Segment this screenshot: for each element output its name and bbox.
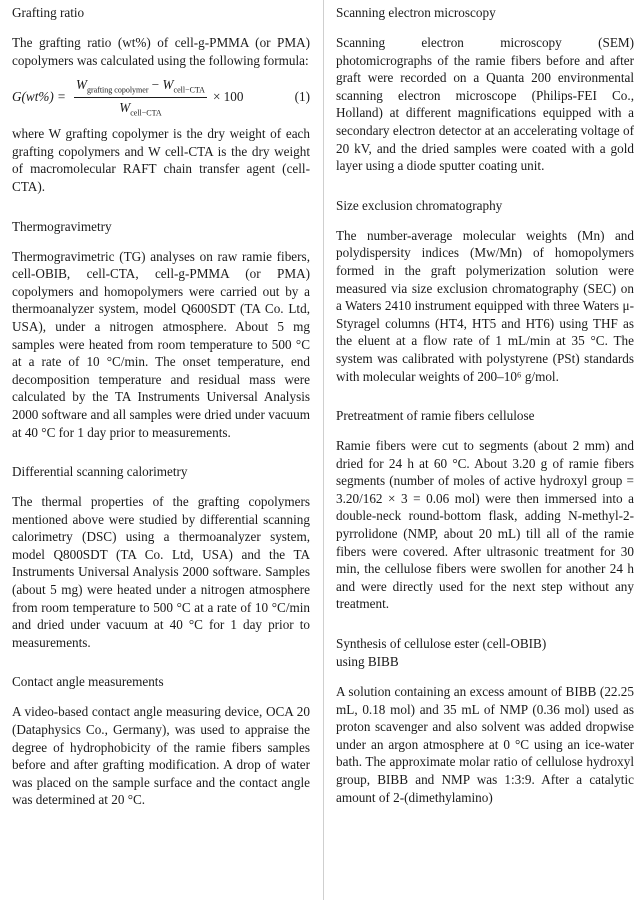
paragraph: The thermal properties of the grafting copolymers mentioned above were studied by differential scanning calorimetry (DSC) using a thermoanalyzer system, model Q800SDT (TA Co. Ltd, USA) and the TA Instruments Universal Analysis 2000 software. Samples (about 5 mg) were heated under a nitrogen atmosphere from room temperature to 500 °C at a rate of 10 °C/min and dried under vacuum at 40 °C for 1 day prior to measurements. [12, 494, 310, 650]
spacer [336, 175, 634, 197]
heading-line: Synthesis of cellulose ester (cell-OBIB) [336, 636, 547, 652]
spacer [336, 613, 634, 635]
section-contact-angle [12, 673, 310, 809]
paragraph: Thermogravimetric (TG) analyses on raw ramie fibers, cell-OBIB, cell-CTA, cell-g-PMMA (or PMA) copolymers and homopolymers were carried out by a thermoanalyzer system, model Q600SDT (TA Co. Ltd, USA), under a nitrogen atmosphere. About 5 mg samples were heated from room temperature to 500 °C at a rate of 10 °C/min. The onset temperature, end decomposition temperature and residual mass were calculated by the TA Instruments Universal Analysis 2000 software and all samples were dried under vacuum at 40 °C for 1 day prior to measurements. [12, 248, 310, 440]
numerator-term-a: W [75, 77, 87, 93]
equation-fraction [74, 77, 207, 117]
section-synthesis [336, 635, 634, 806]
section-heading: Thermogravimetry [12, 218, 112, 234]
right-column [336, 4, 634, 806]
spacer [336, 385, 634, 407]
section-sec [336, 197, 634, 385]
spacer [12, 651, 310, 673]
paragraph: A solution containing an excess amount of BIBB (22.25 mL, 0.18 mol) and 35 mL of NMP (0.36 mol) used as proton scavenger and also solvent was added dropwise under an argon atmosphere at 0 °C using an ice-water bath. The approximate molar ratio of cellulose hydroxyl group, BIBB and NMP was 1:3:9. After a catalytic amount of 2-(dimethylamino) [336, 684, 634, 805]
left-column [12, 4, 310, 809]
equation-multiplier: × 100 [212, 89, 244, 105]
section-pretreatment [336, 407, 634, 613]
spacer [12, 441, 310, 463]
column-divider [323, 0, 324, 900]
section-thermogravimetry [12, 218, 310, 442]
equation-denominator [119, 98, 161, 118]
section-heading: Size exclusion chromatography [336, 197, 503, 213]
paragraph: where W grafting copolymer is the dry weight of each grafting copolymers and W cell-CTA is the dry weight of macromolecular RAFT chain transfer agent (cell-CTA). [12, 126, 310, 194]
section-dsc [12, 463, 310, 651]
paragraph: The number-average molecular weights (Mn) and polydispersity indices (Mw/Mn) of homopolymers formed in the graft polymerization solution were measured via size exclusion chromatography (SEC) on a Waters 2410 instrument equipped with three Waters μ-Styragel columns (HT4, HT5 and HT6) using THF as the eluent at a flow rate of 1 mL/min at 35 °C. The system was calibrated with polystyrene (PSt) standards with molecular weights of 200–10⁶ g/mol. [336, 227, 634, 384]
section-heading [336, 635, 634, 671]
spacer [12, 196, 310, 218]
paragraph: A video-based contact angle measuring device, OCA 20 (Dataphysics Co., Germany), was used to appraise the degree of hydrophobicity of the ramie fibers samples before and after grafting modification. A drop of water was placed on the sample surface and the contact angle was determined at 20 °C. [12, 704, 310, 808]
paragraph: Scanning electron microscopy (SEM) photomicrographs of the ramie fibers before and after graft were recorded on a Quanta 200 environmental scanning electron microscope (Philips-FEI Co., Holland) at different magnifications equipped with a secondary electron detector at an accelerating voltage of 20 kV, and the dried samples were coated with a gold layer using a diode sputter coating unit. [336, 35, 634, 174]
numerator-term-b-sub: cell−CTA [173, 85, 205, 95]
numerator-term-b: W [162, 77, 174, 93]
section-sem [336, 4, 634, 175]
section-grafting-ratio [12, 4, 310, 196]
section-heading: Grafting ratio [12, 5, 85, 20]
equation-numerator [74, 77, 207, 98]
equation-grafting-ratio [12, 77, 310, 117]
denominator-term-sub: cell−CTA [130, 108, 162, 118]
section-heading: Differential scanning calorimetry [12, 464, 188, 480]
equation-number: (1) [294, 89, 310, 105]
section-heading: Scanning electron microscopy [336, 5, 496, 20]
paragraph: The grafting ratio (wt%) of cell-g-PMMA (or PMA) copolymers was calculated using the following formula: [12, 35, 310, 68]
paragraph: Ramie fibers were cut to segments (about 2 mm) and dried for 24 h at 60 °C. About 3.20 g of ramie fibers segments (number of moles of active hydroxyl group = 3.20/162 × 3 = 0.06 mol) were then immersed into a double-neck round-bottom flask, adding N-methyl-2-pyrrolidone (NMP, about 20 mL) till all of the ramie fibers were covered. After ultrasonic treatment for 30 min, the cellulose fibers were swollen for another 24 h and were directly used for the next step without any treatment. [336, 438, 634, 612]
heading-line: using BIBB [336, 654, 399, 670]
equation-lhs: G(wt%) = [12, 89, 66, 105]
denominator-term: W [119, 99, 131, 115]
minus-sign: − [148, 77, 163, 93]
numerator-term-a-sub: grafting copolymer [86, 85, 149, 95]
section-heading: Pretreatment of ramie fibers cellulose [336, 408, 535, 424]
section-heading: Contact angle measurements [12, 674, 164, 690]
